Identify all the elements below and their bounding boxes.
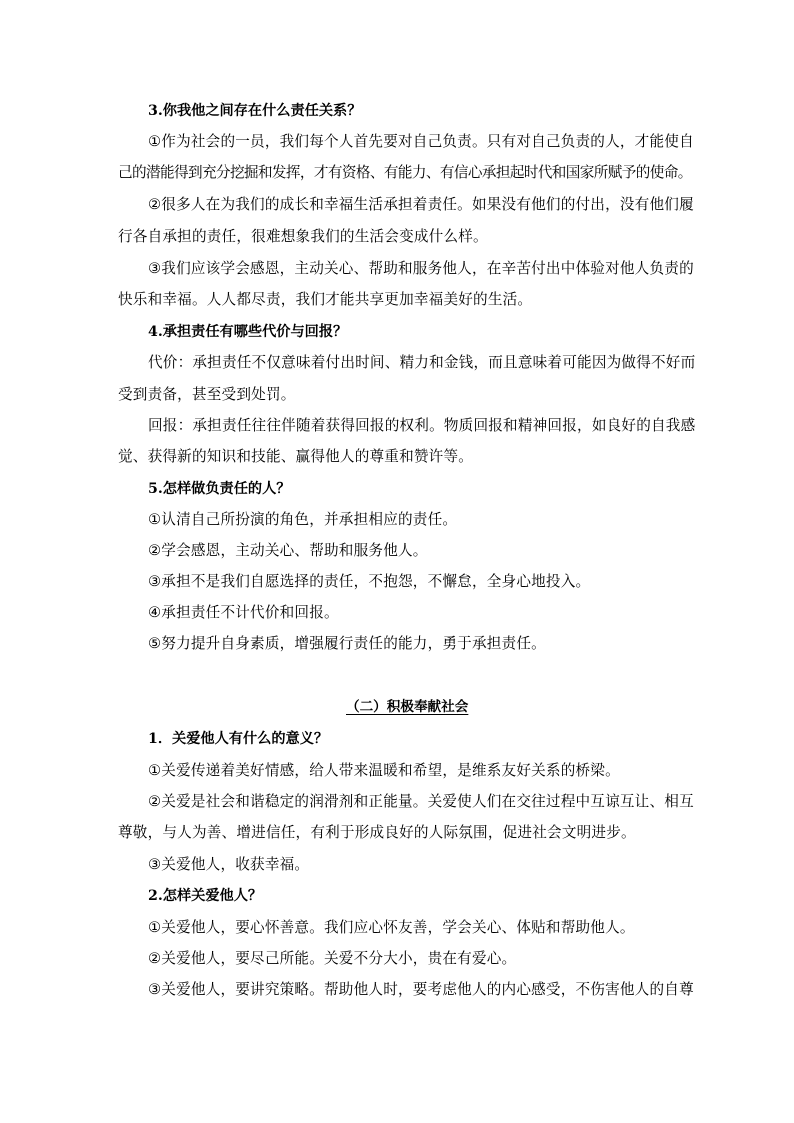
question-3-title: 3.你我他之间存在什么责任关系？ [148, 103, 362, 119]
p2q1-line-1: ①关爱传递着美好情感，给人带来温暖和希望，是维系友好关系的桥梁。 [148, 762, 620, 779]
q5-line-2: ②学会感恩，主动关心、帮助和服务他人。 [148, 542, 428, 559]
p2q1-line-4: ③关爱他人，收获幸福。 [148, 856, 310, 873]
q5-line-4: ④承担责任不计代价和回报。 [148, 604, 339, 621]
question-5-title: 5.怎样做负责任的人？ [148, 481, 291, 497]
q3-line-3: ②很多人在为我们的成长和幸福生活承担着责任。如果没有他们的付出，没有他们履 [148, 196, 694, 213]
q3-line-2: 己的潜能得到充分挖掘和发挥，才有资格、有能力、有信心承担起时代和国家所赋予的使命。 [118, 164, 692, 181]
q4-line-1: 代价：承担责任不仅意味着付出时间、精力和金钱，而且意味着可能因为做得不好而 [148, 354, 696, 371]
q4-line-2: 受到责备，甚至受到处罚。 [118, 386, 296, 403]
p2q2-line-1: ①关爱他人，要心怀善意。我们应心怀友善，学会关心、体贴和帮助他人。 [148, 919, 635, 936]
q5-line-1: ①认清自己所扮演的角色，并承担相应的责任。 [148, 511, 458, 528]
q4-line-3: 回报：承担责任往往伴随着获得回报的权利。物质回报和精神回报，如良好的自我感 [148, 417, 696, 434]
q3-line-6: 快乐和幸福。人人都尽责，我们才能共享更加幸福美好的生活。 [118, 291, 533, 308]
section-heading: （二）积极奉献社会 [346, 699, 469, 715]
q3-line-1: ①作为社会的一员，我们每个人首先要对自己负责。只有对自己负责的人，才能使自 [148, 133, 694, 150]
p2q1-line-3: 尊敬，与人为善、增进信任，有利于形成良好的人际氛围，促进社会文明进步。 [118, 824, 636, 841]
q5-line-3: ③承担不是我们自愿选择的责任，不抱怨，不懈怠，全身心地投入。 [148, 573, 591, 590]
p2q1-line-2: ②关爱是社会和谐稳定的润滑剂和正能量。关爱使人们在交往过程中互谅互让、相互 [148, 793, 694, 810]
part2-question-1-title: 1．关爱他人有什么的意义？ [148, 731, 329, 747]
q4-line-4: 觉、获得新的知识和技能、赢得他人的尊重和赞许等。 [118, 448, 474, 465]
p2q2-line-2: ②关爱他人，要尽己所能。关爱不分大小，贵在有爱心。 [148, 950, 517, 967]
question-4-title: 4.承担责任有哪些代价与回报？ [148, 324, 348, 340]
q3-line-4: 行各自承担的责任，很难想象我们的生活会变成什么样。 [118, 228, 488, 245]
q3-line-5: ③我们应该学会感恩，主动关心、帮助和服务他人，在辛苦付出中体验对他人负责的 [148, 260, 694, 277]
p2q2-line-3: ③关爱他人，要讲究策略。帮助他人时，要考虑他人的内心感受，不伤害他人的自尊 [148, 981, 694, 998]
part2-question-2-title: 2.怎样关爱他人？ [148, 888, 263, 904]
q5-line-5: ⑤努力提升自身素质，增强履行责任的能力，勇于承担责任。 [148, 635, 546, 652]
